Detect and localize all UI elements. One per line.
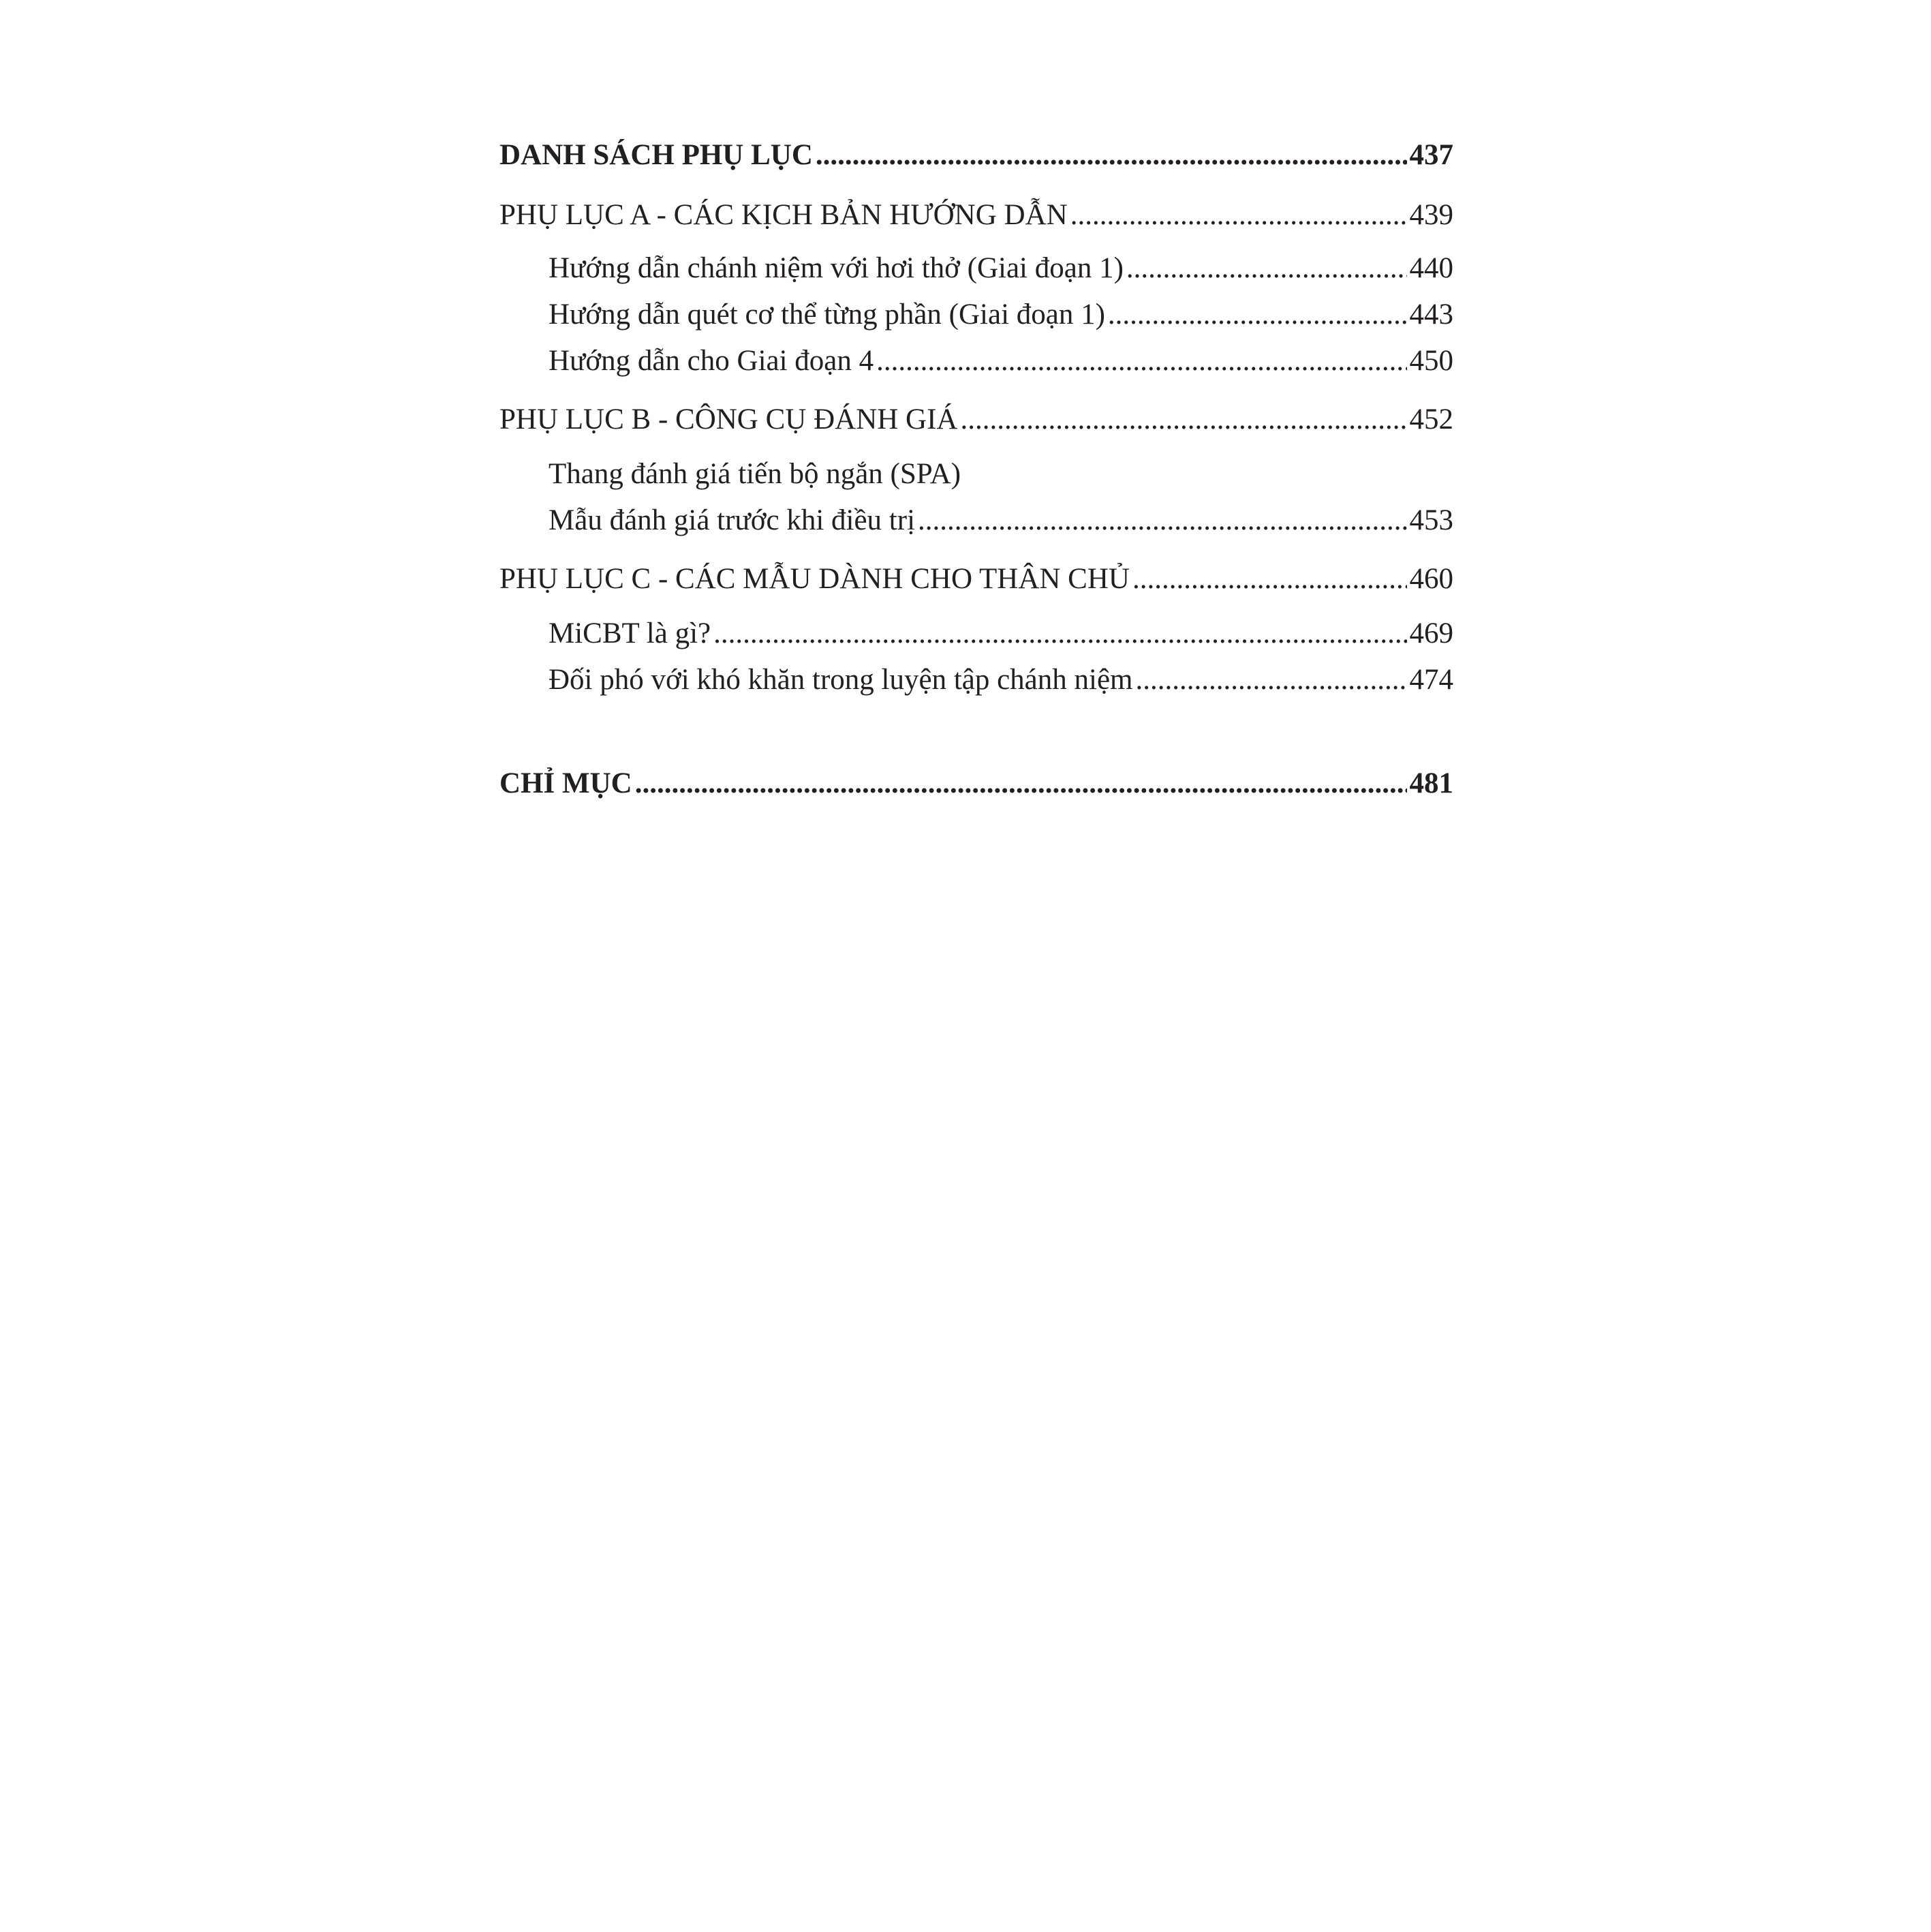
toc-entry-page: 474 bbox=[1409, 664, 1453, 696]
toc-entry-page: 452 bbox=[1409, 403, 1453, 435]
toc-entry-mau-danh-gia-truoc-dieu-tri[interactable] bbox=[549, 502, 1453, 540]
toc-entry-title: Đối phó với khó khăn trong luyện tập chánh niệm bbox=[549, 664, 1133, 696]
toc-entry-huong-dan-giai-doan-4[interactable] bbox=[549, 342, 1453, 380]
toc-entry-title: Thang đánh giá tiến bộ ngắn (SPA) bbox=[549, 458, 961, 490]
toc-entry-danh-sach-phu-luc[interactable] bbox=[499, 136, 1453, 174]
toc-entry-thang-danh-gia-spa[interactable] bbox=[549, 455, 1453, 493]
toc-entry-title: PHỤ LỤC B - CÔNG CỤ ĐÁNH GIÁ bbox=[499, 403, 958, 435]
toc-entry-huong-dan-hoi-tho[interactable] bbox=[549, 249, 1453, 288]
dot-leader bbox=[1132, 560, 1407, 598]
toc-entry-title: Hướng dẫn chánh niệm với hơi thở (Giai đoạn 1) bbox=[549, 252, 1124, 284]
toc-entry-page: 443 bbox=[1409, 298, 1453, 331]
toc-entry-title: PHỤ LỤC C - CÁC MẪU DÀNH CHO THÂN CHỦ bbox=[499, 563, 1130, 595]
dot-leader bbox=[1136, 661, 1407, 699]
dot-leader bbox=[960, 401, 1406, 439]
toc-entry-page: 439 bbox=[1409, 199, 1453, 231]
toc-entry-phu-luc-a[interactable] bbox=[499, 196, 1453, 234]
dot-leader bbox=[1070, 196, 1407, 234]
dot-leader bbox=[816, 136, 1407, 174]
toc-entry-page: 460 bbox=[1409, 563, 1453, 595]
toc-entry-chi-muc[interactable] bbox=[499, 765, 1453, 803]
toc-entry-title: Hướng dẫn quét cơ thể từng phần (Giai đoạn 1) bbox=[549, 298, 1105, 331]
toc-entry-page: 440 bbox=[1409, 252, 1453, 284]
toc-entry-title: PHỤ LỤC A - CÁC KỊCH BẢN HƯỚNG DẪN bbox=[499, 199, 1068, 231]
toc-entry-title: CHỈ MỤC bbox=[499, 767, 632, 799]
toc-entry-phu-luc-b[interactable] bbox=[499, 401, 1453, 439]
dot-leader bbox=[713, 615, 1406, 653]
dot-leader bbox=[1126, 249, 1407, 288]
dot-leader bbox=[918, 502, 1406, 540]
toc-entry-page: 469 bbox=[1409, 617, 1453, 649]
toc-entry-page: 453 bbox=[1409, 504, 1453, 536]
toc-entry-micbt-la-gi[interactable] bbox=[549, 615, 1453, 653]
toc-entry-page: 437 bbox=[1409, 139, 1453, 171]
toc-entry-title: MiCBT là gì? bbox=[549, 617, 711, 649]
toc-entry-title: Hướng dẫn cho Giai đoạn 4 bbox=[549, 345, 874, 377]
dot-leader bbox=[1108, 296, 1407, 334]
toc-entry-doi-pho-kho-khan[interactable] bbox=[549, 661, 1453, 699]
toc-entry-phu-luc-c[interactable] bbox=[499, 560, 1453, 598]
toc-entry-title: DANH SÁCH PHỤ LỤC bbox=[499, 139, 813, 171]
dot-leader bbox=[635, 765, 1407, 803]
toc-entry-title: Mẫu đánh giá trước khi điều trị bbox=[549, 504, 916, 536]
toc-entry-huong-dan-quet-co-the[interactable] bbox=[549, 296, 1453, 334]
dot-leader bbox=[876, 342, 1406, 380]
toc-entry-page: 481 bbox=[1409, 767, 1453, 799]
toc-entry-page: 450 bbox=[1409, 345, 1453, 377]
